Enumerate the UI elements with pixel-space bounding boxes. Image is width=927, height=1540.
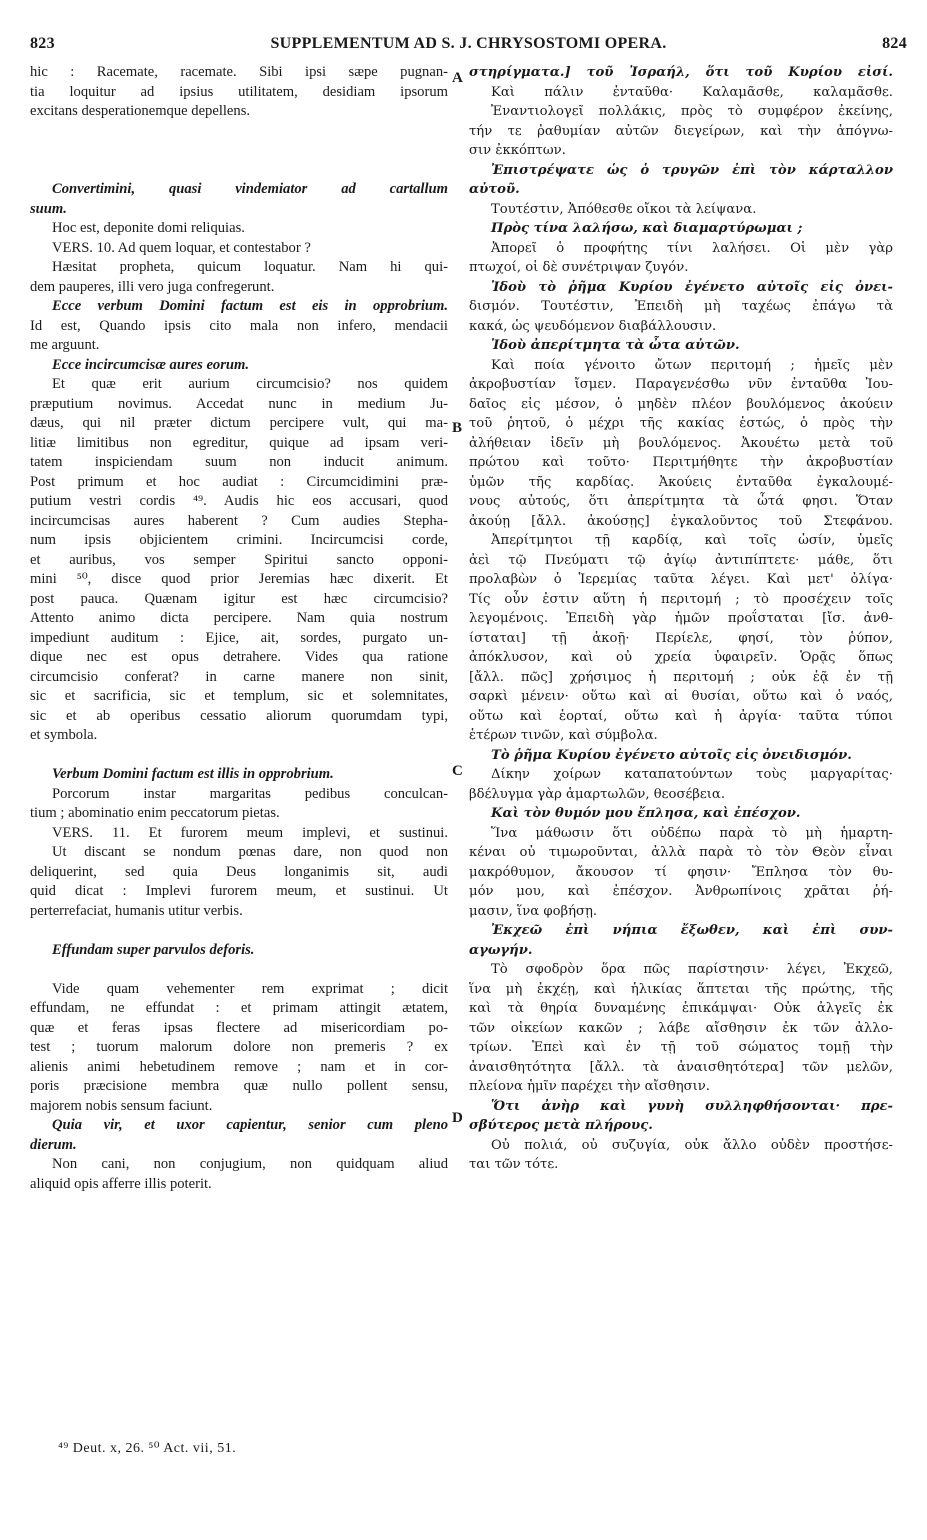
text-line: ἀναισθητότητα [ἄλλ. τὰ ἀναισθητότερα] τῶν μελῶν, xyxy=(469,1059,893,1075)
text-line: quid dicat : Implevi furorem meum, et sustinui. Ut xyxy=(30,883,448,899)
paragraph-gap xyxy=(30,122,448,161)
paragraph-gap xyxy=(30,746,448,766)
scripture-line: Ἰδοὺ τὸ ῥῆμα Κυρίου ἐγένετο αὐτοῖς εἰς ὀνει- xyxy=(491,279,893,295)
text-line: aliquid opis afferre illis poterit. xyxy=(30,1175,212,1192)
margin-marker-a: A xyxy=(452,70,463,86)
text-line: sic et sacrificia, sic et templum, sic et solemnitates, xyxy=(30,688,448,704)
text-line: Ἐναντιολογεῖ πολλάκις, πρὸς τὸ συμφέρον ἐκείνης, xyxy=(491,104,893,119)
text-line: et symbola. xyxy=(30,727,98,743)
text-line: sic et ab operibus cessatio aliorum quorumdam typi, xyxy=(30,707,448,724)
margin-marker-d: D xyxy=(452,1110,463,1126)
text-line: δαῖος εἰς μέσον, ὁ μηδὲν πλέον βουλόμενος ἀκούειν xyxy=(469,396,893,412)
scripture-line: Convertimini, quasi vindemiator ad cartallum xyxy=(52,181,448,197)
text-line: Post primum et hoc audiat : Circumcidimini præ- xyxy=(30,473,448,490)
text-line: litiæ limitibus non egreditur, quique ad ipsam veri- xyxy=(30,434,448,451)
paragraph-gap xyxy=(30,921,448,941)
text-line: σαρκὶ μένειν· οὕτω καὶ αἱ θυσίαι, οὕτω καὶ ὁ ναός, xyxy=(469,689,893,704)
greek-column xyxy=(469,63,893,1175)
scripture-line: αὐτοῦ. xyxy=(469,182,520,197)
scripture-line: Ἐκχεῶ ἐπὶ νήπια ἔξωθεν, καὶ ἐπὶ συν- xyxy=(491,923,893,938)
text-line: βδέλυγμα γὰρ ἁμαρτωλῶν, θεοσέβεια. xyxy=(469,786,726,802)
text-line: præputium novimus. Accedat nunc in medium Ju- xyxy=(30,395,448,412)
text-line: κέναι οὐ τιμωροῦνται, ἀλλὰ παρὰ τὸ τὸν Θεὸν εἶναι xyxy=(469,845,893,860)
text-line: προλαβὼν ὁ Ἱερεμίας ταῦτα λέγει. Καὶ μετ' ὀλίγα· xyxy=(469,572,893,587)
scripture-line: Verbum Domini factum est illis in opprobrium. xyxy=(52,766,334,782)
scripture-line: Ecce verbum Domini factum est eis in opprobrium. xyxy=(52,298,448,314)
text-line: ίσταται] τῇ ἀκοῇ· Περίελε, φησί, τὸν ῥύπον, xyxy=(469,630,893,646)
text-line: νους αὐτούς, ὅτι ἀπερίτμητα τὰ ὦτά φησι. Ὅταν xyxy=(469,494,893,509)
running-title: SUPPLEMENTUM AD S. J. CHRYSOSTOMI OPERA. xyxy=(270,35,667,52)
text-line: Ἀπορεῖ ὁ προφήτης τίνι λαλήσει. Οἱ μὲν γὰρ xyxy=(491,240,893,256)
scripture-line: suum. xyxy=(30,200,67,217)
text-line: Vide quam vehementer rem exprimat ; dicit xyxy=(52,980,448,997)
text-line: [ἄλλ. πῶς] χρήσιμος ἡ περιτομή ; οὐκ ἐᾷ ἐν τῇ xyxy=(469,669,893,685)
text-line: μακρόθυμον, ἄκουσον τί φησιν· Ἔπλησα τὸν θυ- xyxy=(469,864,893,880)
text-line: Δίκην χοίρων καταπατούντων τοὺς μαργαρίτας· xyxy=(491,767,893,782)
text-line: dæus, qui nil præter dictum percipere vult, qui ma- xyxy=(30,415,448,431)
text-line: τρίων. Ἐπεὶ καὶ ἐν τῇ τοῦ σώματος τομῇ τὴν xyxy=(469,1040,893,1055)
text-line: σιν ἐκκόπτων. xyxy=(469,143,566,158)
page-number-right: 824 xyxy=(882,35,907,52)
paragraph-gap xyxy=(30,960,448,980)
text-line: dem pauperes, illi vero juga confregerunt. xyxy=(30,278,275,295)
scripture-line: Τὸ ῥῆμα Κυρίου ἐγένετο αὐτοῖς εἰς ὀνειδισμόν. xyxy=(491,747,852,763)
text-line: tium ; abominatio enim peccatorum pietas. xyxy=(30,805,280,821)
text-line: Non cani, non conjugium, non quidquam aliud xyxy=(52,1156,448,1172)
footnotes: ⁴⁹ Deut. x, 26. ⁵⁰ Act. vii, 51. xyxy=(58,1441,237,1456)
text-line: perterrefaciat, humanis utitur verbis. xyxy=(30,902,243,919)
text-line: Καὶ πάλιν ἐνταῦθα· Καλαμᾶσθε, καλαμᾶσθε. xyxy=(491,84,893,100)
text-line: μασιν, ἵνα φοβήσῃ. xyxy=(469,903,598,919)
text-line: πτωχοί, οἱ δὲ συνέτριψαν ζυγόν. xyxy=(469,260,689,275)
text-line: τοῦ ῥητοῦ, ὁ μέχρι τῆς κακίας ἑστώς, ὁ πρὸς τὴν xyxy=(469,416,893,431)
text-line: ἀλήθειαν ἰδεῖν μὴ βουλόμενος. Ἀκουέτω μετὰ τοῦ xyxy=(469,435,893,451)
text-line: Id est, Quando ipsis cito mala non infero, mendacii xyxy=(30,317,448,334)
text-line: ἀκούῃ [ἄλλ. ἀκούσῃς] ἐγκαλοῦντος τοῦ Στεφάνου. xyxy=(469,513,893,529)
text-line: ἵνα μὴ ἐκχέῃ, καὶ ἡλικίας ἅπτεται τῆς πρώτης, τῆς xyxy=(469,981,893,997)
text-line: κακά, ὡς ψευδόμενον διαβάλλουσιν. xyxy=(469,318,717,334)
text-line: mini ⁵⁰, disce quod prior Jeremias hæc dixerit. Et xyxy=(30,571,448,587)
text-line: ἑτέρων τινῶν, καὶ σύμβολα. xyxy=(469,728,658,743)
text-line: ὑμῶν τῆς καρδίας. Ἀκούεις ἐνταῦθα ἐγκαλουμέ- xyxy=(469,474,893,490)
text-line: incircumcisas aures haberent ? Cum audies Stepha- xyxy=(30,512,448,529)
text-line: ἀπόκλυσον, καὶ οὐ χρεία ὑφαιρεῖν. Ὁρᾷς ὅπως xyxy=(469,650,893,665)
scripture-line: σβύτερος μετὰ πλήρους. xyxy=(469,1118,653,1133)
text-line: et auribus, vos semper Spiritui sancto opponi- xyxy=(30,551,448,568)
text-line: λεγομένοις. Ἐπειδὴ γὰρ ἡμῶν προΐσταται [ἴσ. ἀνθ- xyxy=(469,611,893,626)
text-line: Porcorum instar margaritas pedibus conculcan- xyxy=(52,785,448,802)
scripture-line: Effundam super parvulos deforis. xyxy=(52,941,255,958)
text-line: οὕτω καὶ ἑορταί, οὕτω καὶ ἡ ἀργία· ταῦτα τύποι xyxy=(469,708,893,724)
paragraph-gap xyxy=(30,161,448,181)
text-line: effundam, ne effundat : et primam attingit ætatem, xyxy=(30,1000,448,1016)
text-line: num ipsis objicientem crimini. Incircumcisi corde, xyxy=(30,532,448,548)
text-line: καὶ τὰ θηρία δυναμένης ἐπικάμψαι· Οὐκ ἀλγεῖς ἐκ xyxy=(469,1001,893,1016)
text-line: VERS. 11. Et furorem meum implevi, et sustinui. xyxy=(52,824,448,841)
text-line: Καὶ ποία γένοιτο ὤτων περιτομή ; ἡμεῖς μὲν xyxy=(491,357,893,373)
text-line: deliquerint, sed quia Deus longanimis sit, audi xyxy=(30,863,448,880)
text-line: impediunt auditum : Ejice, ait, sordes, purgato un- xyxy=(30,629,448,646)
text-line: πλείονα ἡμῖν παρέχει τὴν αἴσθησιν. xyxy=(469,1079,710,1094)
text-line: Τὸ σφοδρὸν ὅρα πῶς παρίστησιν· λέγει, Ἐκχεῶ, xyxy=(491,962,893,977)
page-header xyxy=(30,35,907,59)
text-line: Ἵνα μάθωσιν ὅτι οὐδέπω παρὰ τὸ μὴ ἡμαρτη- xyxy=(491,825,893,841)
scripture-line: Ἰδοὺ ἀπερίτμητα τὰ ὦτα αὐτῶν. xyxy=(491,338,740,353)
text-line: excitans desperationemque depellens. xyxy=(30,103,251,119)
text-line: τήν τε ῥαθυμίαν αὐτῶν διεγείρων, καὶ τὴν ἀπόγνω- xyxy=(469,123,893,139)
text-line: VERS. 10. Ad quem loquar, et contestabor ? xyxy=(52,239,311,256)
text-line: Οὐ πολιά, οὐ συζυγία, οὐκ ἄλλο οὐδὲν προστήσε- xyxy=(491,1137,893,1153)
text-line: Τουτέστιν, Ἀπόθεσθε οἴκοι τὰ λείψανα. xyxy=(491,201,757,217)
text-line: majorem nobis sensum faciunt. xyxy=(30,1097,213,1114)
scripture-line: Ἐπιστρέψατε ὡς ὁ τρυγῶν ἐπὶ τὸν κάρταλλον xyxy=(491,162,893,178)
text-line: post pauca. Quænam igitur est hæc circumcisio? xyxy=(30,590,448,607)
text-line: alienis animi hebetudinem remove ; nam et in cor- xyxy=(30,1058,448,1075)
text-line: Hæsitat propheta, quicum loquatur. Nam hi qui- xyxy=(52,259,448,275)
page-number-left: 823 xyxy=(30,35,55,52)
text-line: tia loquitur ad ipsius utilitatem, desidiam ipsorum xyxy=(30,83,448,100)
text-line: circumcisio conferat? in carne manere non sinit, xyxy=(30,668,448,685)
text-line: Et quæ erit aurium circumcisio? nos quidem xyxy=(52,376,448,392)
scripture-line: Ὅτι ἀνὴρ καὶ γυνὴ συλληφθήσονται· πρε- xyxy=(491,1098,893,1114)
text-line: πρώτου καὶ τοῦτο· Περιτμήθητε τὴν ἀκροβυστίαν xyxy=(469,455,893,470)
text-line: ἀεὶ τῷ Πνεύματι τῷ ἁγίῳ ἀντιπίπτετε· μάθε, ὅτι xyxy=(469,552,893,568)
text-line: Attento animo dicta percipere. Nam quia nostrum xyxy=(30,610,448,626)
scripture-line: Quia vir, et uxor capientur, senior cum pleno xyxy=(52,1117,448,1133)
text-line: dique nec est opus detrahere. Vides qua ratione xyxy=(30,649,448,665)
text-line: Ut discant se nondum pœnas dare, non quod non xyxy=(52,844,448,860)
scripture-line: Πρὸς τίνα λαλήσω, καὶ διαμαρτύρωμαι ; xyxy=(491,221,803,236)
text-line: putium vestri cordis ⁴⁹. Audis hic eos accusari, quod xyxy=(30,493,448,509)
text-line: quæ et feras ipsas flectere ad misericordiam po- xyxy=(30,1019,448,1036)
text-line: τῶν οἰκείων κακῶν ; λάβε αἴσθησιν ἐκ τῶν ἀλλο- xyxy=(469,1020,893,1036)
margin-marker-b: B xyxy=(452,420,463,436)
text-line: δισμόν. Τουτέστιν, Ἐπειδὴ μὴ ταχέως ἐπάγω τὰ xyxy=(469,299,893,314)
text-line: Τίς οὖν ἐστιν αὕτη ἡ περιτομή ; τὸ προσέχειν τοῖς xyxy=(469,591,893,607)
margin-marker-c: C xyxy=(452,763,463,779)
scripture-line: αγωγήν. xyxy=(469,942,533,958)
text-line: Hoc est, deponite domi reliquias. xyxy=(52,220,245,236)
scripture-line: στηρίγματα.] τοῦ Ἰσραήλ, ὅτι τοῦ Κυρίου εἰσί. xyxy=(469,65,893,80)
text-line: Ἀπερίτμητοι τῇ καρδίᾳ, καὶ τοῖς ὠσίν, ὑμεῖς xyxy=(491,533,893,548)
text-line: me arguunt. xyxy=(30,337,100,353)
text-line: ται τῶν τότε. xyxy=(469,1157,559,1172)
scripture-line: dierum. xyxy=(30,1136,77,1153)
text-line: hic : Racemate, racemate. Sibi ipsi sæpe pugnan- xyxy=(30,64,448,80)
latin-column xyxy=(30,63,448,1194)
scripture-line: Ecce incircumcisæ aures eorum. xyxy=(52,356,250,373)
scripture-line: Καὶ τὸν θυμόν μου ἔπλησα, καὶ ἐπέσχον. xyxy=(491,806,801,821)
text-line: poris præcisione membra quæ nullo pollent sensu, xyxy=(30,1078,448,1094)
text-line: ἀκροβυστίαν ἴσμεν. Παραγενέσθω νῦν ἐνταῦθα Ἰου- xyxy=(469,377,893,392)
text-line: test ; tuorum malorum dolore non premeris ? ex xyxy=(30,1039,448,1055)
text-line: tatem inspiciendam suum non inducit animum. xyxy=(30,454,448,470)
text-line: μόν μου, καὶ ἐπέσχον. Ἀνθρωπίνοις χρᾶται ῥή- xyxy=(469,884,893,899)
